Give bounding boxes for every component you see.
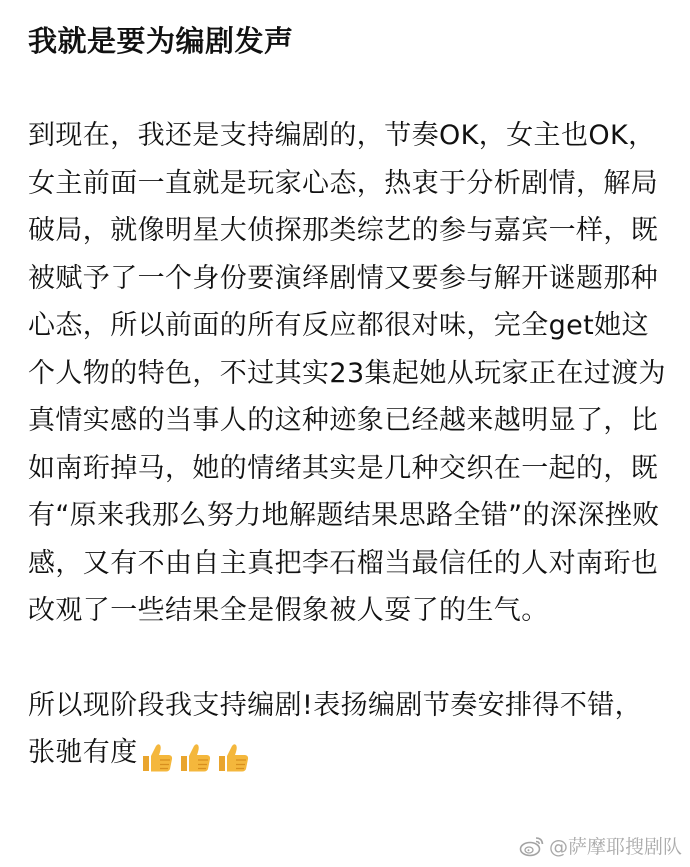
watermark — [519, 832, 682, 859]
weibo-logo — [519, 835, 545, 857]
post-paragraph-2 — [28, 682, 668, 781]
watermark-text: @萨摩耶搜剧队 — [548, 836, 682, 858]
thumbs-up-icon — [178, 743, 212, 773]
thumbs-up-icon — [216, 743, 250, 773]
post-title: 我就是要为编剧发声 — [28, 24, 294, 58]
thumbs-up-icon — [140, 743, 174, 773]
post-content — [28, 0, 668, 781]
emoji-group — [140, 733, 254, 781]
post-paragraph-2-text: 所以现阶段我支持编剧!表扬编剧节奏安排得不错，张驰有度 — [28, 689, 643, 768]
post-paragraph-1: 到现在，我还是支持编剧的，节奏OK，女主也OK，女主前面一直就是玩家心态，热衷于分析剧情，解局破局，就像明星大侦探那类综艺的参与嘉宾一样，既被赋予了一个身份要演绎剧情又要参与解开谜题那种心态，所以前面的所有反应都很对味，完全get她这个人物的特色，不过其实23集起她从玩家正在过渡为真情实感的当事人的这种迹象已经越来越明显了，比如南珩掉马，她的情绪其实是几种交织在一起的，既有“原来我那么努力地解题结果思路全错”的深深挫败感，又有不由自主真把李石榴当最信任的人对南珩也改观了一些结果全是假象被人耍了的生气。 — [28, 120, 666, 626]
